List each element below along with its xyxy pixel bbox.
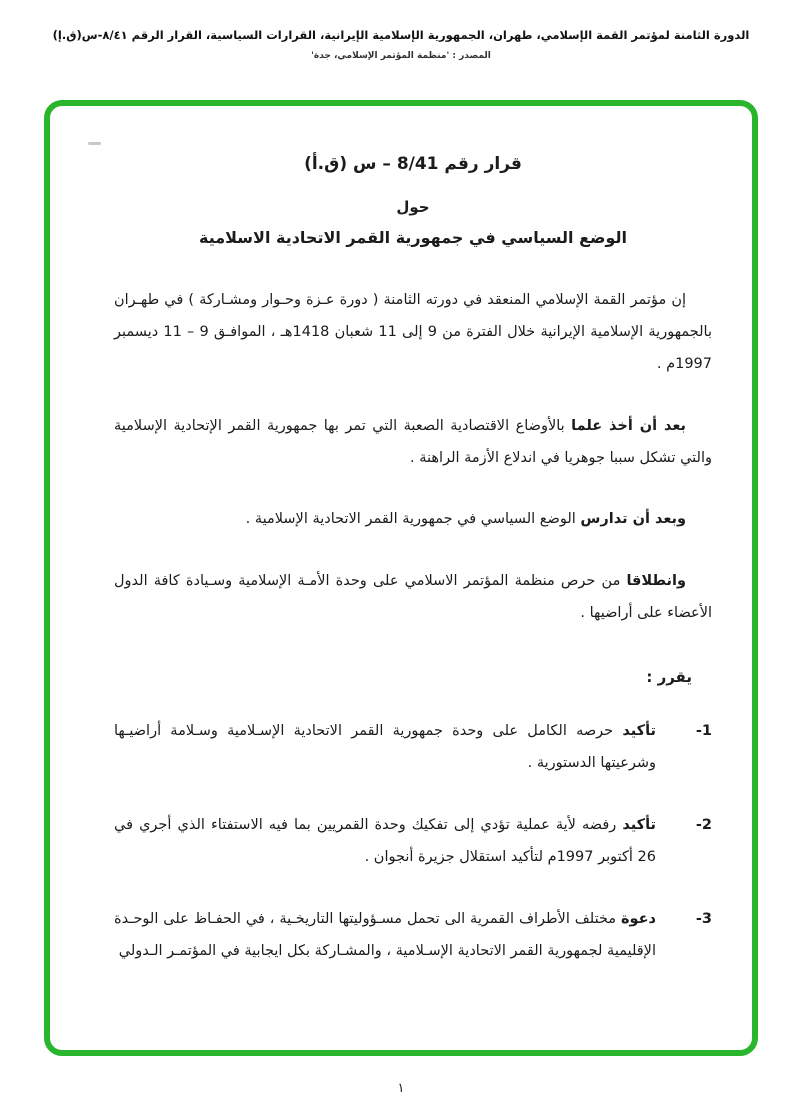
item-number: 3-: [695, 910, 712, 927]
paragraph-lead: بعد أن أخذ علما: [571, 417, 687, 434]
resolution-subject: الوضع السياسي في جمهورية القمر الاتحادية الاسلامية: [199, 228, 627, 247]
document-header: [0, 0, 802, 61]
paragraph-lead: وانطلاقا: [626, 573, 686, 590]
resolution-item: [114, 716, 712, 780]
page-number: ١: [397, 1081, 405, 1096]
paragraph-text: الوضع السياسي في جمهورية القمر الاتحادية الإسلامية .: [245, 511, 576, 528]
paragraph-lead: وبعد أن تدارس: [580, 511, 686, 528]
item-body: رفضه لأية عملية تؤدي إلى تفكيك وحدة القمريين بما فيه الاستفتاء الذي أجري في 26 أكتوبر 1997م لتأكيد استقلال جزيرة أنجوان .: [114, 816, 656, 865]
content-frame: [44, 100, 758, 1056]
item-lead: تأكيد: [622, 816, 657, 833]
resolution-items: [114, 716, 712, 967]
item-lead: دعوة: [621, 910, 656, 927]
paragraph-text: من حرص منظمة المؤتمر الاسلامي على وحدة الأمـة الإسلامية وسـيادة كافة الدول الأعضاء على أراضيها .: [114, 573, 712, 622]
preamble-paragraph: [114, 285, 712, 381]
page-footer: [0, 1081, 802, 1096]
preamble-paragraph: [114, 504, 712, 536]
resolution-item: [114, 810, 712, 874]
header-source: المصدر : 'منظمة المؤتمر الإسلامي، جدة': [311, 51, 491, 61]
decides-label: يقرر :: [646, 668, 692, 687]
preamble-paragraph: [114, 566, 712, 630]
item-body: مختلف الأطراف القمرية الى تحمل مسـؤوليتها التاريخـية ، في الحفـاظ على الوحـدة الإقليمية لجمهورية القمر الاتحادية الإسـلامية ، والمشـاركة بكل ايجابية في المؤتمـر الـدولي: [114, 910, 656, 959]
scan-artifact: [88, 142, 101, 145]
item-number: 2-: [695, 816, 712, 833]
item-body: حرصه الكامل على وحدة جمهورية القمر الاتحادية الإسـلامية وسـلامة أراضيـها وشرعيتها الدستورية .: [114, 723, 656, 772]
resolution-title: قرار رقم 8/41 – س (ق.أ): [304, 154, 522, 174]
resolution-item: [114, 904, 712, 968]
item-text: [114, 904, 656, 968]
header-citation: الدورة الثامنة لمؤتمر القمة الإسلامي، طهران، الجمهورية الإسلامية الإيرانية، القرارات السياسية، القرار الرقم ٨/٤١-س(ق.إ): [52, 28, 750, 42]
paragraph-text: بالأوضاع الاقتصادية الصعبة التي تمر بها جمهورية القمر الإتحادية الإسلامية والتي تشكل سببا جوهريا في اندلاع الأزمة الراهنة .: [114, 417, 712, 466]
item-number: 1-: [695, 723, 712, 740]
paragraph-text: إن مؤتمر القمة الإسلامي المنعقد في دورته الثامنة ( دورة عـزة وحـوار ومشـاركة ) في طهـران بالجمهورية الإسلامية الإيرانية خلال الفترة من 9 إلى 11 شعبان 1418هـ ، الموافـق 9 – 11 ديسمبر 1997م .: [114, 292, 713, 372]
about-label: حول: [396, 198, 430, 216]
item-lead: تأكيد: [622, 723, 656, 740]
item-text: [114, 716, 656, 780]
preamble-paragraph: [114, 411, 712, 475]
item-text: [114, 810, 656, 874]
